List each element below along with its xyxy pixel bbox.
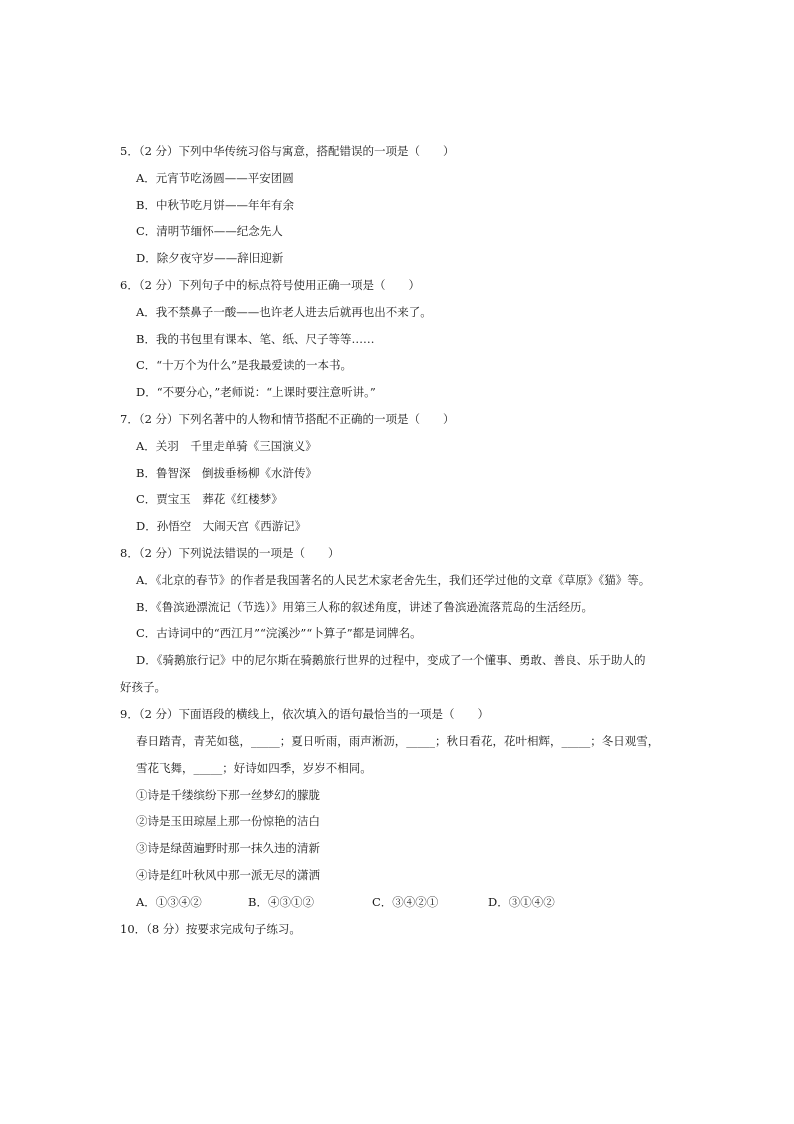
question-8-stem: 8．（2 分）下列说法错误的一项是（ ） (120, 546, 340, 560)
question-9-passage-line-2: 雪花飞舞，_____；好诗如四季，岁岁不相同。 (136, 761, 372, 775)
question-6-option-b: B．我的书包里有课本、笔、纸、尺子等等…… (136, 332, 375, 346)
question-6-stem: 6．（2 分）下列句子中的标点符号使用正确一项是（ ） (120, 278, 421, 292)
question-6-option-d: D．“不要分心，”老师说：“上课时要注意听讲。” (136, 385, 376, 399)
question-9-stem: 9．（2 分）下面语段的横线上，依次填入的语句最恰当的一项是（ ） (120, 707, 490, 721)
question-8-option-d-continuation: 好孩子。 (120, 680, 166, 694)
question-5-option-d: D．除夕夜守岁——辞旧迎新 (136, 251, 284, 265)
question-8-option-b: B．《鲁滨逊漂流记（节选）》用第三人称的叙述角度，讲述了鲁滨逊流落荒岛的生活经历。 (136, 600, 593, 614)
question-7-option-c: C．贾宝玉 葬花《红楼梦》 (136, 492, 283, 506)
question-8-option-d: D．《骑鹅旅行记》中的尼尔斯在骑鹅旅行世界的过程中，变成了一个懂事、勇敢、善良、乐于助人的 (136, 653, 646, 667)
question-9-sentence-2: ②诗是玉田琼屋上那一份惊艳的洁白 (136, 814, 320, 828)
question-7-option-d: D．孙悟空 大闹天宫《西游记》 (136, 519, 307, 533)
question-5-stem: 5．（2 分）下列中华传统习俗与寓意，搭配错误的一项是（ ） (120, 144, 455, 158)
question-10-stem: 10．（8 分）按要求完成句子练习。 (120, 922, 301, 936)
question-9-sentence-1: ①诗是千缕缤纷下那一丝梦幻的朦胧 (136, 788, 320, 802)
question-5-option-b: B．中秋节吃月饼——年年有余 (136, 198, 294, 212)
question-9-choice-b: B．④③①② (248, 895, 314, 909)
question-8-option-a: A．《北京的春节》的作者是我国著名的人民艺术家老舍先生，我们还学过他的文章《草原》《猫》等。 (136, 573, 651, 587)
question-9-choices (136, 894, 555, 910)
question-9-passage-line-1: 春日踏青，青芜如毯，_____；夏日听雨，雨声淅沥，_____；秋日看花，花叶相辉，_____；冬日观雪， (136, 734, 660, 748)
question-9-choice-a: A．①③④② (136, 895, 202, 909)
question-5-option-c: C．清明节缅怀——纪念先人 (136, 224, 283, 238)
question-9-sentence-4: ④诗是红叶秋风中那一派无尽的潇洒 (136, 868, 320, 882)
question-9-choice-d: D．③①④② (488, 895, 555, 909)
question-8-option-c: C．古诗词中的“西江月”“浣溪沙”“卜算子”都是词牌名。 (136, 626, 422, 640)
question-7-option-a: A．关羽 千里走单骑《三国演义》 (136, 439, 317, 453)
question-9-sentence-3: ③诗是绿茵遍野时那一抹久违的清新 (136, 841, 320, 855)
question-6-option-c: C．“十万个为什么”是我最爱读的一本书。 (136, 358, 353, 372)
question-9-choice-c: C．③④②① (372, 895, 439, 909)
question-7-stem: 7．（2 分）下列名著中的人物和情节搭配不正确的一项是（ ） (120, 412, 455, 426)
question-6-option-a: A．我不禁鼻子一酸——也许老人进去后就再也出不来了。 (136, 305, 432, 319)
question-5-option-a: A．元宵节吃汤圆——平安团圆 (136, 171, 294, 185)
question-7-option-b: B．鲁智深 倒拔垂杨柳《水浒传》 (136, 466, 317, 480)
